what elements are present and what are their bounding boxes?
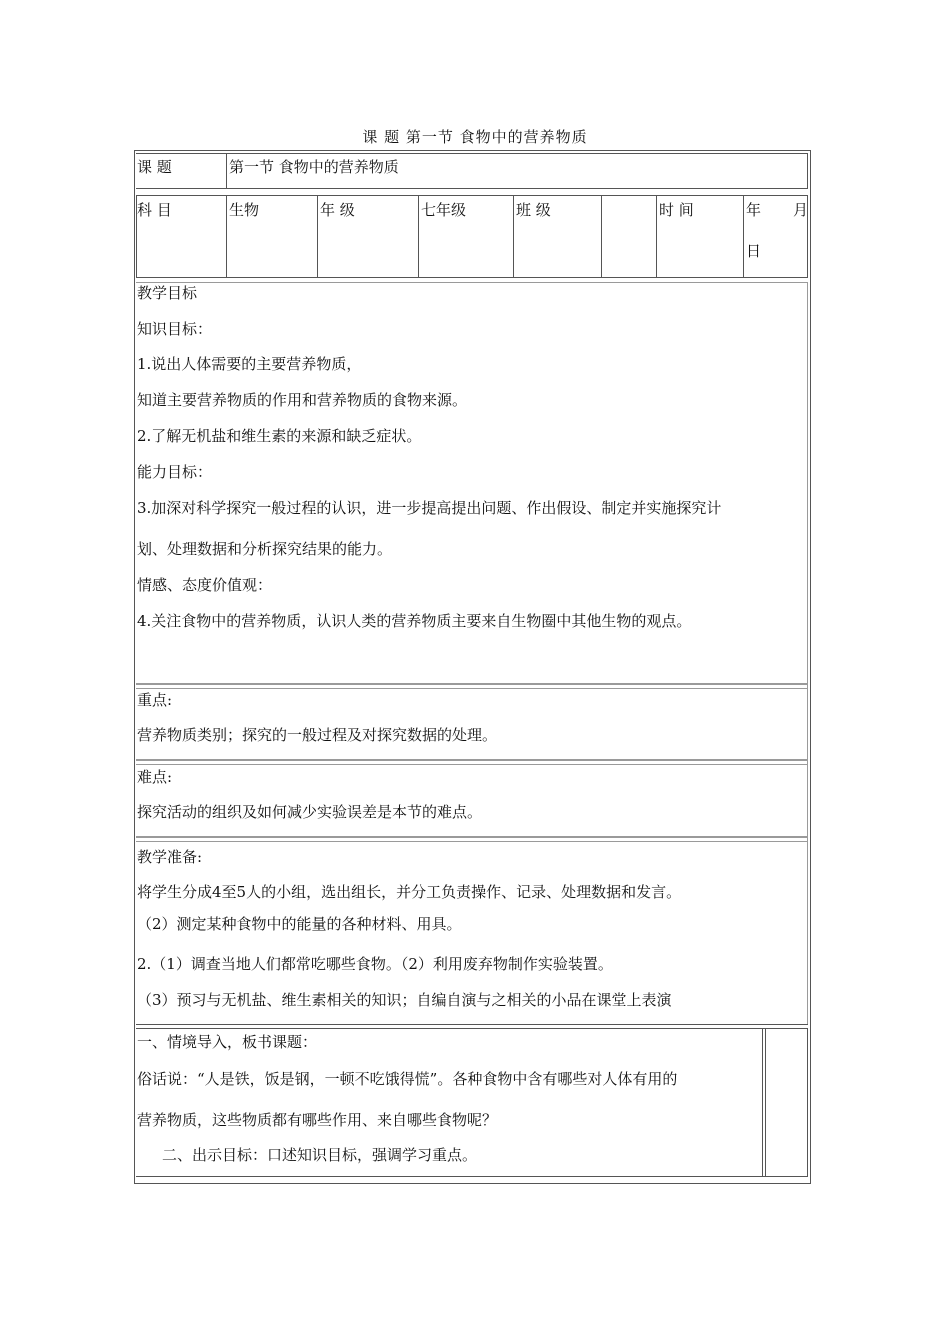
- date-day: 日: [746, 242, 762, 260]
- procedure-step-4: 二、出示目标：口述知识目标，强调学习重点。: [162, 1146, 478, 1164]
- ability-item-3b: 划、处理数据和分析探究结果的能力。: [137, 540, 393, 558]
- ability-heading: 能力目标：: [137, 463, 213, 481]
- label-subject: 科 目: [137, 201, 172, 219]
- preparation-heading: 教学准备:: [137, 848, 203, 866]
- value-subject: 生物: [229, 201, 260, 219]
- preparation-item-3: 2.（1）调查当地人们都常吃哪些食物。（2）利用废弃物制作实验装置。: [137, 955, 613, 973]
- document-title: 课 题 第一节 食物中的营养物质: [362, 128, 588, 146]
- procedure-step-1: 一、情境导入，板书课题：: [137, 1033, 318, 1051]
- key-points-text: 营养物质类别；探究的一般过程及对探究数据的处理。: [137, 726, 498, 744]
- ability-item-3: 3.加深对科学探究一般过程的认识，进一步提高提出问题、作出假设、制定并实施探究计: [137, 499, 722, 517]
- label-grade: 年 级: [320, 201, 355, 219]
- knowledge-heading: 知识目标：: [137, 320, 213, 338]
- row-label-topic: 课 题: [137, 158, 172, 176]
- row-value-topic: 第一节 食物中的营养物质: [229, 158, 399, 176]
- date-month: 月: [793, 201, 809, 219]
- label-class: 班 级: [516, 201, 551, 219]
- difficulties-heading: 难点:: [137, 768, 173, 786]
- preparation-item-2: （2）测定某种食物中的能量的各种材料、用具。: [137, 915, 462, 933]
- knowledge-item-2: 2.了解无机盐和维生素的来源和缺乏症状。: [137, 427, 422, 445]
- knowledge-item-1b: 知道主要营养物质的作用和营养物质的食物来源。: [137, 391, 468, 409]
- preparation-item-4: （3）预习与无机盐、维生素相关的知识；自编自演与之相关的小品在课堂上表演: [137, 991, 672, 1009]
- value-grade: 七年级: [421, 201, 467, 219]
- label-time: 时 间: [659, 201, 694, 219]
- date-year: 年: [746, 201, 762, 219]
- difficulties-text: 探究活动的组织及如何减少实验误差是本节的难点。: [137, 803, 483, 821]
- objectives-heading: 教学目标: [137, 284, 198, 302]
- procedure-step-3: 营养物质，这些物质都有哪些作用、来自哪些食物呢？: [137, 1111, 498, 1129]
- emotion-item-4: 4.关注食物中的营养物质，认识人类的营养物质主要来自生物圈中其他生物的观点。: [137, 612, 692, 630]
- preparation-item-1: 将学生分成4至5人的小组，选出组长，并分工负责操作、记录、处理数据和发言。: [137, 883, 682, 901]
- key-points-heading: 重点:: [137, 691, 173, 709]
- emotion-heading: 情感、态度价值观：: [137, 576, 273, 594]
- knowledge-item-1: 1.说出人体需要的主要营养物质，: [137, 355, 362, 373]
- procedure-step-2: 俗话说：“人是铁，饭是钢，一顿不吃饿得慌”。各种食物中含有哪些对人体有用的: [137, 1070, 678, 1088]
